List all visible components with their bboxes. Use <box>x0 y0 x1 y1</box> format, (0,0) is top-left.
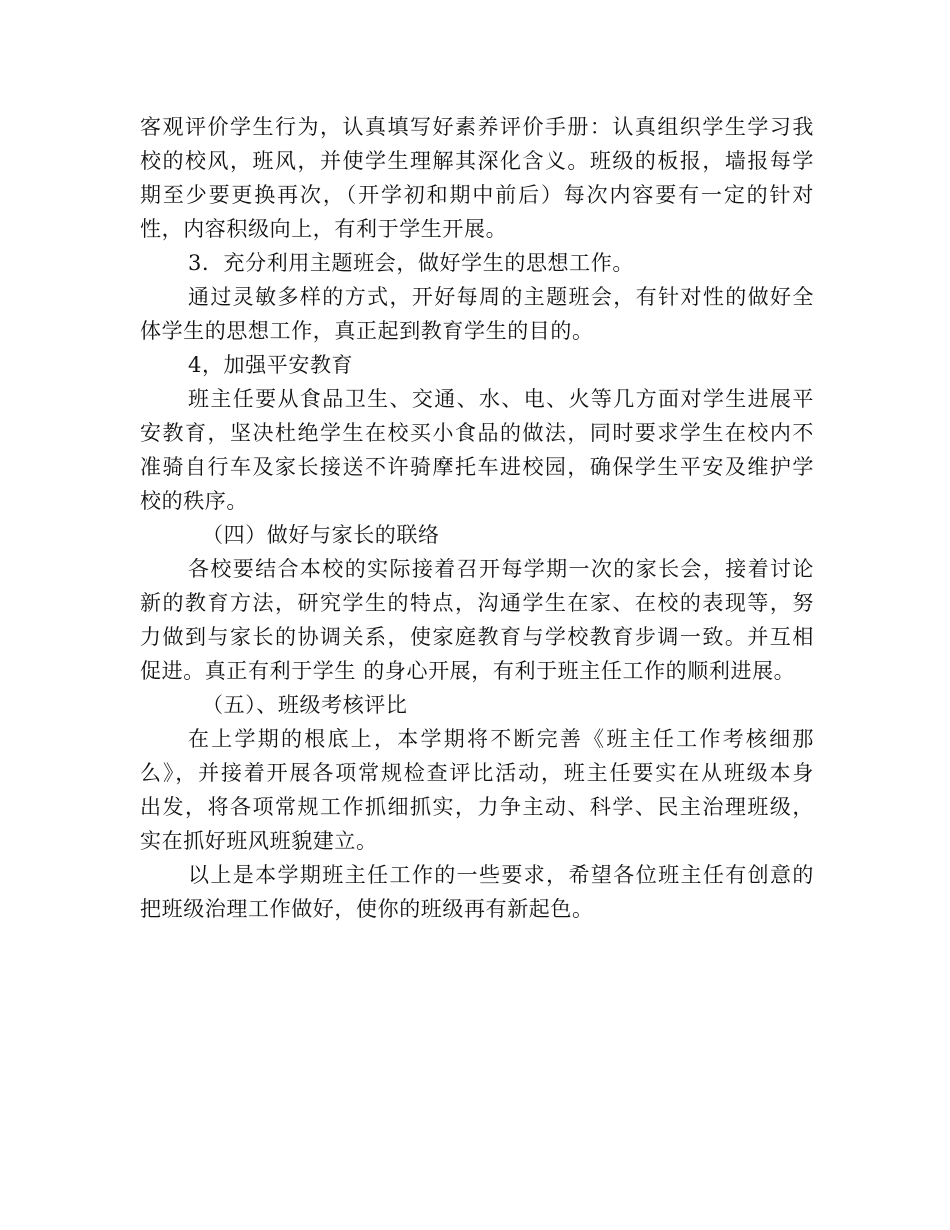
text-line: 促进。真正有利于学生 的身心开展，有利于班主任工作的顺利进展。 <box>140 659 796 683</box>
text-line: 在上学期的根底上，本学期将不断完善《班主任工作考核细那 <box>188 727 814 751</box>
text-line: 新的教育方法，研究学生的特点，沟通学生在家、在校的表现等，努 <box>140 591 814 615</box>
section-heading: （五）、班级考核评比 <box>202 693 408 717</box>
text-line: 校的秩序。 <box>140 489 248 513</box>
text-line: 实在抓好班风班貌建立。 <box>140 829 378 853</box>
text-line: 体学生的思想工作，真正起到教育学生的目的。 <box>140 319 594 343</box>
text-line: 校的校风，班风，并使学生理解其深化含义。班级的板报，墙报每学 <box>140 149 814 173</box>
section-heading: 4，加强平安教育 <box>188 353 354 377</box>
text-line: 把班级治理工作做好，使你的班级再有新起色。 <box>140 897 594 921</box>
text-line: 客观评价学生行为，认真填写好素养评价手册：认真组织学生学习我 <box>140 115 814 139</box>
text-line: 期至少要更换再次，（开学初和期中前后）每次内容要有一定的针对 <box>140 183 814 207</box>
text-line: 安教育，坚决杜绝学生在校买小食品的做法，同时要求学生在校内不 <box>140 421 814 445</box>
text-line: 通过灵敏多样的方式，开好每周的主题班会，有针对性的做好全 <box>188 285 814 309</box>
text-line: 么》，并接着开展各项常规检查评比活动，班主任要实在从班级本身 <box>140 761 814 785</box>
text-line: 力做到与家长的协调关系，使家庭教育与学校教育步调一致。并互相 <box>140 625 814 649</box>
text-line: 出发，将各项常规工作抓细抓实，力争主动、科学、民主治理班级， <box>140 795 814 819</box>
text-line: 各校要结合本校的实际接着召开每学期一次的家长会，接着讨论 <box>188 557 814 581</box>
text-line: 准骑自行车及家长接送不许骑摩托车进校园，确保学生平安及维护学 <box>140 455 814 479</box>
text-line: 性，内容积级向上，有利于学生开展。 <box>140 217 508 241</box>
section-heading: （四）做好与家长的联络 <box>202 523 440 547</box>
text-line: 以上是本学期班主任工作的一些要求，希望各位班主任有创意的 <box>188 863 814 887</box>
document-body <box>140 110 814 926</box>
text-line: 班主任要从食品卫生、交通、水、电、火等几方面对学生进展平 <box>188 387 814 411</box>
section-heading: 3．充分利用主题班会，做好学生的思想工作。 <box>188 251 634 275</box>
